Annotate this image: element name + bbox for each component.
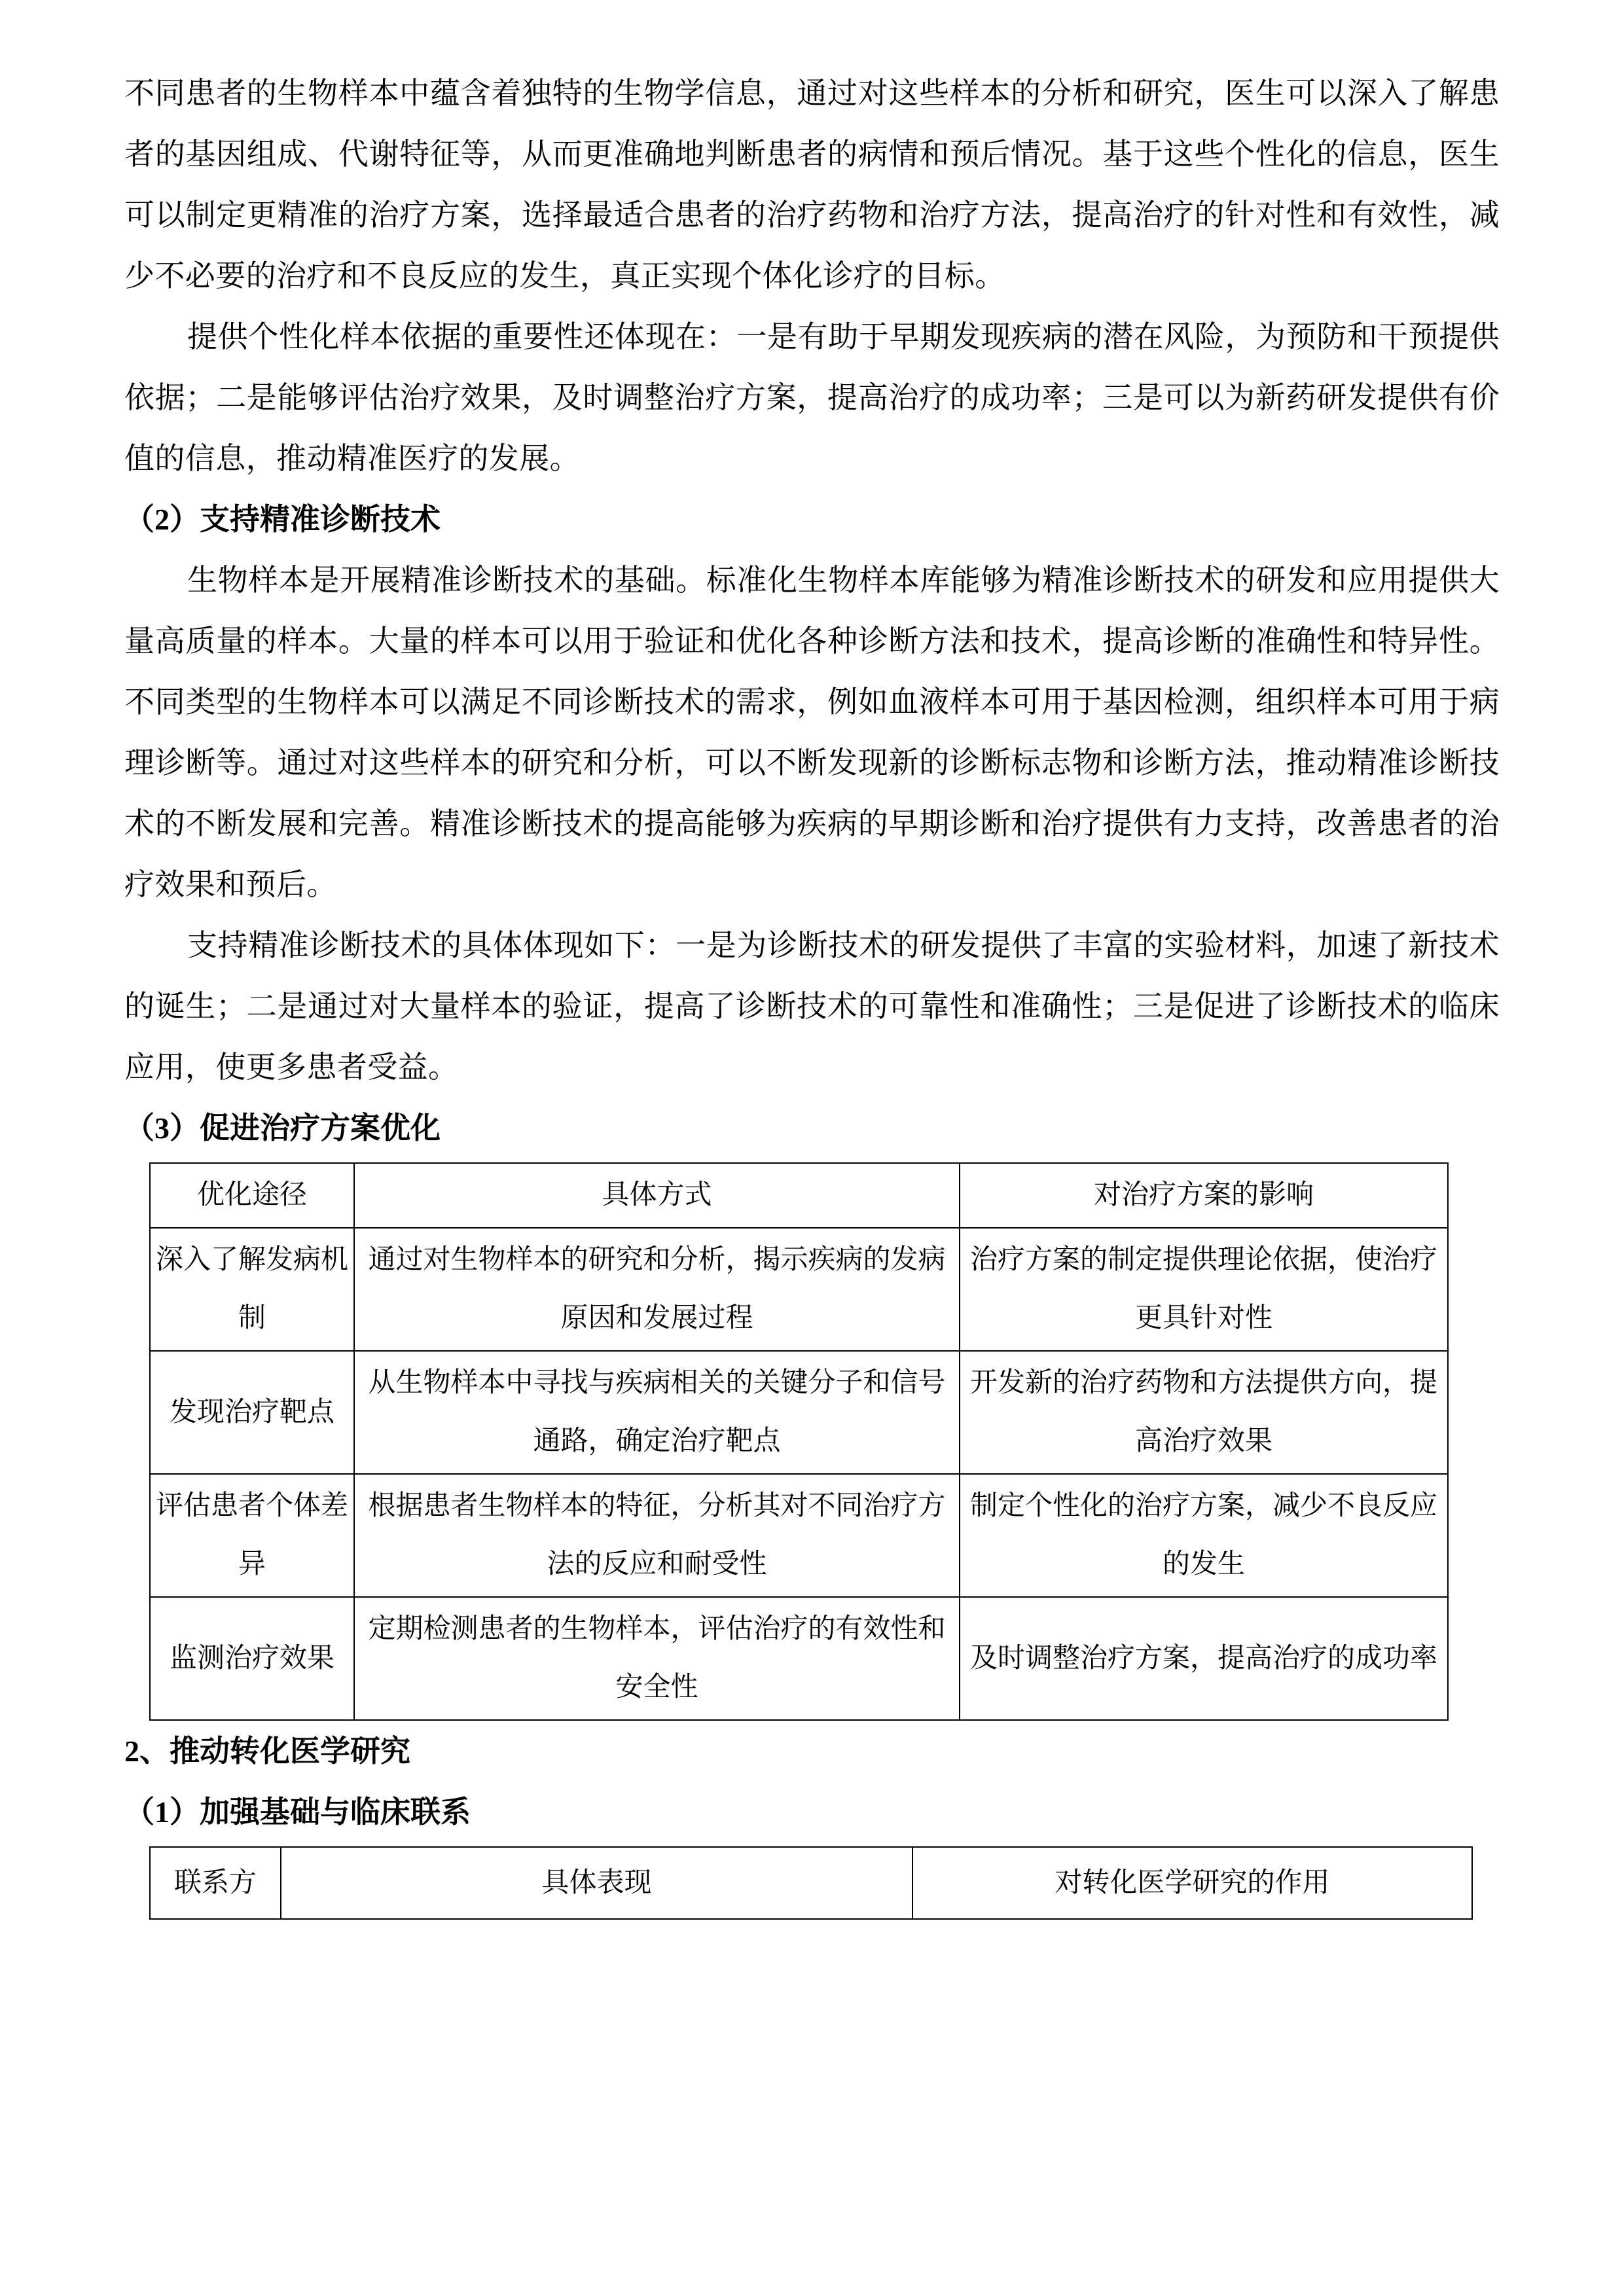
table-header-cell: 具体表现	[281, 1847, 912, 1919]
table-header-cell: 联系方	[150, 1847, 281, 1919]
table-header-cell: 对转化医学研究的作用	[912, 1847, 1472, 1919]
heading-support-precision-diagnosis: （2）支持精准诊断技术	[124, 503, 441, 536]
paragraph-personalized-importance: 提供个性化样本依据的重要性还体现在：一是有助于早期发现疾病的潜在风险，为预防和干预提供依据；二是能够评估治疗效果，及时调整治疗方案，提高治疗的成功率；三是可以为新药研发提供有价值的信息，推动精准医疗的发展。	[124, 320, 1500, 475]
table-cell: 监测治疗效果	[150, 1597, 354, 1720]
table-translational-medicine	[149, 1846, 1473, 1920]
table-cell: 制定个性化的治疗方案，减少不良反应的发生	[960, 1474, 1448, 1597]
table-treatment-optimization	[149, 1162, 1449, 1721]
paragraph-precision-diagnosis-basis: 生物样本是开展精准诊断技术的基础。标准化生物样本库能够为精准诊断技术的研发和应用提供大量高质量的样本。大量的样本可以用于验证和优化各种诊断方法和技术，提高诊断的准确性和特异性。不同类型的生物样本可以满足不同诊断技术的需求，例如血液样本可用于基因检测，组织样本可用于病理诊断等。通过对这些样本的研究和分析，可以不断发现新的诊断标志物和诊断方法，推动精准诊断技术的不断发展和完善。精准诊断技术的提高能够为疾病的早期诊断和治疗提供有力支持，改善患者的治疗效果和预后。	[124, 564, 1500, 901]
paragraph-personalized-sample-basis: 不同患者的生物样本中蕴含着独特的生物学信息，通过对这些样本的分析和研究，医生可以深入了解患者的基因组成、代谢特征等，从而更准确地判断患者的病情和预后情况。基于这些个性化的信息，医生可以制定更精准的治疗方案，选择最适合患者的治疗药物和治疗方法，提高治疗的针对性和有效性，减少不必要的治疗和不良反应的发生，真正实现个体化诊疗的目标。	[124, 77, 1500, 293]
heading-promote-treatment-optimization: （3）促进治疗方案优化	[124, 1111, 441, 1145]
table-header-cell: 优化途径	[150, 1163, 354, 1228]
table-cell: 开发新的治疗药物和方法提供方向，提高治疗效果	[960, 1351, 1448, 1474]
table-cell: 根据患者生物样本的特征，分析其对不同治疗方法的反应和耐受性	[354, 1474, 960, 1597]
table-cell: 发现治疗靶点	[150, 1351, 354, 1474]
heading-strengthen-basic-clinical-link: （1）加强基础与临床联系	[124, 1795, 471, 1829]
table-header-cell: 对治疗方案的影响	[960, 1163, 1448, 1228]
paragraph-precision-diagnosis-manifestations: 支持精准诊断技术的具体体现如下：一是为诊断技术的研发提供了丰富的实验材料，加速了新技术的诞生；二是通过对大量样本的验证，提高了诊断技术的可靠性和准确性；三是促进了诊断技术的临床应用，使更多患者受益。	[124, 929, 1500, 1084]
table-cell: 从生物样本中寻找与疾病相关的关键分子和信号通路，确定治疗靶点	[354, 1351, 960, 1474]
heading-promote-translational-medicine: 2、推动转化医学研究	[124, 1734, 410, 1768]
table-header-row	[150, 1163, 1448, 1228]
table-cell: 及时调整治疗方案，提高治疗的成功率	[960, 1597, 1448, 1720]
table-row	[150, 1228, 1448, 1351]
table-cell: 定期检测患者的生物样本，评估治疗的有效性和安全性	[354, 1597, 960, 1720]
table-cell: 通过对生物样本的研究和分析，揭示疾病的发病原因和发展过程	[354, 1228, 960, 1351]
table-row	[150, 1597, 1448, 1720]
table-cell: 深入了解发病机制	[150, 1228, 354, 1351]
table-cell: 治疗方案的制定提供理论依据，使治疗更具针对性	[960, 1228, 1448, 1351]
table-row	[150, 1474, 1448, 1597]
table-header-cell: 具体方式	[354, 1163, 960, 1228]
table-row	[150, 1351, 1448, 1474]
table-header-row	[150, 1847, 1472, 1919]
table-cell: 评估患者个体差异	[150, 1474, 354, 1597]
